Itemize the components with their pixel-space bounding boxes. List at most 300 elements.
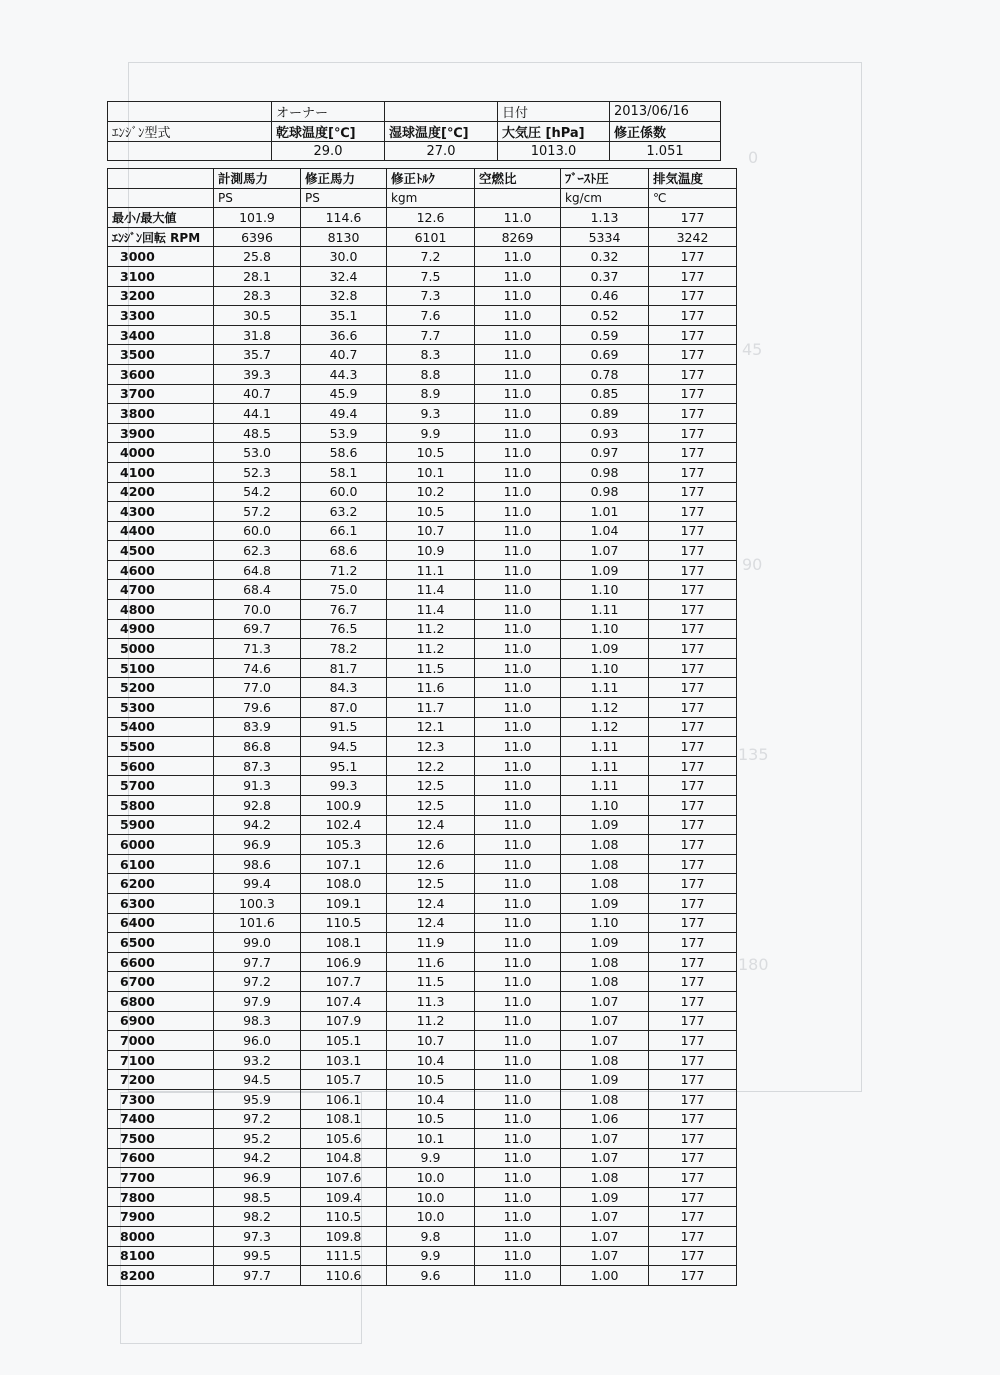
dyno-data-table — [107, 168, 737, 1286]
value-cell: 7.6 — [387, 306, 475, 326]
value-cell: 63.2 — [301, 502, 387, 522]
value-cell: 12.4 — [387, 913, 475, 933]
rpm-cell: 4700 — [108, 580, 214, 600]
value-cell: 83.9 — [214, 717, 301, 737]
rpm-cell: 4600 — [108, 560, 214, 580]
value-cell: 177 — [649, 1070, 737, 1090]
table-row — [108, 913, 737, 933]
column-header: 修正馬力 — [301, 169, 387, 189]
value-cell: 12.4 — [387, 893, 475, 913]
rpm-cell: 5700 — [108, 776, 214, 796]
value-cell: 11.0 — [475, 266, 561, 286]
summary-cell: 101.9 — [214, 208, 301, 228]
value-cell: 0.37 — [561, 266, 649, 286]
value-cell: 11.0 — [475, 639, 561, 659]
value-cell: 177 — [649, 893, 737, 913]
value-cell: 12.4 — [387, 815, 475, 835]
value-cell: 0.97 — [561, 443, 649, 463]
value-cell: 45.9 — [301, 384, 387, 404]
unit-cell: kgm — [387, 188, 475, 208]
table-row — [108, 756, 737, 776]
value-cell: 1.12 — [561, 717, 649, 737]
summary-cell: 12.6 — [387, 208, 475, 228]
date-label: 日付 — [498, 102, 610, 122]
rpm-cell: 7500 — [108, 1129, 214, 1149]
value-cell: 105.7 — [301, 1070, 387, 1090]
value-cell: 108.0 — [301, 874, 387, 894]
value-cell: 177 — [649, 658, 737, 678]
rpm-cell: 3500 — [108, 345, 214, 365]
value-cell: 11.2 — [387, 1011, 475, 1031]
value-cell: 177 — [649, 776, 737, 796]
value-cell: 177 — [649, 266, 737, 286]
value-cell: 110.5 — [301, 1207, 387, 1227]
table-row — [108, 717, 737, 737]
rpm-cell: 6900 — [108, 1011, 214, 1031]
value-cell: 74.6 — [214, 658, 301, 678]
owner-value — [385, 102, 498, 122]
table-row — [108, 1168, 737, 1188]
value-cell: 177 — [649, 325, 737, 345]
value-cell: 10.9 — [387, 541, 475, 561]
value-cell: 105.3 — [301, 835, 387, 855]
table-row — [108, 1011, 737, 1031]
value-cell: 86.8 — [214, 737, 301, 757]
value-cell: 177 — [649, 1168, 737, 1188]
value-cell: 1.09 — [561, 1070, 649, 1090]
value-cell: 177 — [649, 560, 737, 580]
dry-bulb-value: 29.0 — [272, 142, 385, 161]
rpm-cell: 7000 — [108, 1031, 214, 1051]
rpm-cell: 8200 — [108, 1266, 214, 1286]
value-cell: 1.10 — [561, 913, 649, 933]
value-cell: 177 — [649, 521, 737, 541]
table-row — [108, 404, 737, 424]
value-cell: 107.4 — [301, 991, 387, 1011]
value-cell: 99.5 — [214, 1246, 301, 1266]
table-row — [108, 1070, 737, 1090]
value-cell: 11.0 — [475, 1168, 561, 1188]
value-cell: 11.4 — [387, 580, 475, 600]
rpm-cell: 4900 — [108, 619, 214, 639]
value-cell: 177 — [649, 619, 737, 639]
value-cell: 10.1 — [387, 1129, 475, 1149]
value-cell: 177 — [649, 698, 737, 718]
value-cell: 107.7 — [301, 972, 387, 992]
value-cell: 9.9 — [387, 1246, 475, 1266]
value-cell: 1.08 — [561, 952, 649, 972]
value-cell: 177 — [649, 972, 737, 992]
rpm-cell: 5600 — [108, 756, 214, 776]
value-cell: 54.2 — [214, 482, 301, 502]
value-cell: 11.0 — [475, 1050, 561, 1070]
value-cell: 97.2 — [214, 1109, 301, 1129]
value-cell: 12.5 — [387, 796, 475, 816]
column-header: 排気温度 — [649, 169, 737, 189]
value-cell: 1.11 — [561, 756, 649, 776]
value-cell: 76.7 — [301, 600, 387, 620]
value-cell: 102.4 — [301, 815, 387, 835]
summary-cell: 3242 — [649, 227, 737, 247]
value-cell: 9.9 — [387, 423, 475, 443]
rpm-cell: 4500 — [108, 541, 214, 561]
value-cell: 99.0 — [214, 933, 301, 953]
rpm-cell: 7300 — [108, 1089, 214, 1109]
value-cell: 177 — [649, 1011, 737, 1031]
table-row — [108, 737, 737, 757]
value-cell: 1.11 — [561, 737, 649, 757]
value-cell: 11.0 — [475, 286, 561, 306]
value-cell: 11.0 — [475, 1011, 561, 1031]
value-cell: 0.93 — [561, 423, 649, 443]
rpm-cell: 5100 — [108, 658, 214, 678]
value-cell: 106.1 — [301, 1089, 387, 1109]
value-cell: 11.0 — [475, 600, 561, 620]
rpm-cell: 4300 — [108, 502, 214, 522]
value-cell: 70.0 — [214, 600, 301, 620]
table-row — [108, 1109, 737, 1129]
table-row — [108, 580, 737, 600]
value-cell: 52.3 — [214, 462, 301, 482]
value-cell: 177 — [649, 815, 737, 835]
value-cell: 0.52 — [561, 306, 649, 326]
table-row — [108, 658, 737, 678]
rpm-cell: 7700 — [108, 1168, 214, 1188]
value-cell: 11.0 — [475, 874, 561, 894]
value-cell: 7.5 — [387, 266, 475, 286]
value-cell: 1.09 — [561, 815, 649, 835]
summary-row — [108, 227, 737, 247]
summary-label: ｴﾝｼﾞﾝ回転 RPM — [108, 227, 214, 247]
column-header-row — [108, 169, 737, 189]
table-row — [108, 893, 737, 913]
value-cell: 1.01 — [561, 502, 649, 522]
table-row — [108, 364, 737, 384]
rpm-cell: 7800 — [108, 1187, 214, 1207]
value-cell: 11.0 — [475, 1187, 561, 1207]
value-cell: 10.7 — [387, 521, 475, 541]
summary-cell: 6396 — [214, 227, 301, 247]
value-cell: 11.0 — [475, 698, 561, 718]
table-row — [108, 776, 737, 796]
value-cell: 87.0 — [301, 698, 387, 718]
value-cell: 53.0 — [214, 443, 301, 463]
value-cell: 107.1 — [301, 854, 387, 874]
value-cell: 11.0 — [475, 462, 561, 482]
date-value: 2013/06/16 — [610, 102, 721, 122]
value-cell: 1.07 — [561, 1031, 649, 1051]
value-cell: 177 — [649, 874, 737, 894]
value-cell: 1.10 — [561, 580, 649, 600]
value-cell: 91.5 — [301, 717, 387, 737]
value-cell: 11.0 — [475, 1109, 561, 1129]
value-cell: 58.1 — [301, 462, 387, 482]
value-cell: 12.6 — [387, 835, 475, 855]
table-row — [108, 991, 737, 1011]
value-cell: 1.08 — [561, 835, 649, 855]
summary-cell: 8269 — [475, 227, 561, 247]
value-cell: 68.4 — [214, 580, 301, 600]
value-cell: 92.8 — [214, 796, 301, 816]
value-cell: 11.0 — [475, 913, 561, 933]
value-cell: 99.3 — [301, 776, 387, 796]
value-cell: 81.7 — [301, 658, 387, 678]
value-cell: 177 — [649, 1246, 737, 1266]
summary-cell: 177 — [649, 208, 737, 228]
value-cell: 94.2 — [214, 1148, 301, 1168]
value-cell: 1.08 — [561, 854, 649, 874]
value-cell: 96.9 — [214, 835, 301, 855]
value-cell: 96.9 — [214, 1168, 301, 1188]
value-cell: 107.6 — [301, 1168, 387, 1188]
rpm-cell: 3200 — [108, 286, 214, 306]
summary-cell: 6101 — [387, 227, 475, 247]
value-cell: 97.9 — [214, 991, 301, 1011]
value-cell: 7.2 — [387, 247, 475, 267]
value-cell: 11.0 — [475, 658, 561, 678]
table-row — [108, 541, 737, 561]
value-cell: 97.7 — [214, 952, 301, 972]
value-cell: 1.11 — [561, 600, 649, 620]
value-cell: 177 — [649, 247, 737, 267]
value-cell: 44.1 — [214, 404, 301, 424]
value-cell: 11.0 — [475, 1129, 561, 1149]
table-row — [108, 286, 737, 306]
value-cell: 10.5 — [387, 502, 475, 522]
wet-bulb-value: 27.0 — [385, 142, 498, 161]
value-cell: 177 — [649, 952, 737, 972]
value-cell: 177 — [649, 913, 737, 933]
value-cell: 177 — [649, 600, 737, 620]
value-cell: 98.6 — [214, 854, 301, 874]
value-cell: 1.07 — [561, 1227, 649, 1247]
value-cell: 177 — [649, 933, 737, 953]
value-cell: 1.07 — [561, 1129, 649, 1149]
value-cell: 0.98 — [561, 482, 649, 502]
column-header: 空燃比 — [475, 169, 561, 189]
value-cell: 11.0 — [475, 1031, 561, 1051]
value-cell: 177 — [649, 1089, 737, 1109]
ghost-label: 0 — [748, 148, 759, 167]
value-cell: 91.3 — [214, 776, 301, 796]
value-cell: 78.2 — [301, 639, 387, 659]
value-cell: 11.0 — [475, 835, 561, 855]
value-cell: 1.11 — [561, 678, 649, 698]
value-cell: 177 — [649, 1109, 737, 1129]
value-cell: 8.3 — [387, 345, 475, 365]
value-cell: 101.6 — [214, 913, 301, 933]
value-cell: 177 — [649, 462, 737, 482]
summary-cell: 5334 — [561, 227, 649, 247]
value-cell: 93.2 — [214, 1050, 301, 1070]
value-cell: 60.0 — [214, 521, 301, 541]
correction-label: 修正係数 — [610, 122, 721, 142]
rpm-cell: 3800 — [108, 404, 214, 424]
value-cell: 1.07 — [561, 541, 649, 561]
value-cell: 1.06 — [561, 1109, 649, 1129]
table-row — [108, 796, 737, 816]
value-cell: 1.08 — [561, 972, 649, 992]
value-cell: 10.4 — [387, 1089, 475, 1109]
rpm-cell: 7900 — [108, 1207, 214, 1227]
value-cell: 10.0 — [387, 1168, 475, 1188]
value-cell: 11.0 — [475, 854, 561, 874]
rpm-cell: 5800 — [108, 796, 214, 816]
value-cell: 177 — [649, 384, 737, 404]
table-row — [108, 462, 737, 482]
value-cell: 11.0 — [475, 541, 561, 561]
value-cell: 11.2 — [387, 639, 475, 659]
value-cell: 1.08 — [561, 1168, 649, 1188]
value-cell: 104.8 — [301, 1148, 387, 1168]
table-body — [108, 208, 737, 1286]
value-cell: 1.10 — [561, 619, 649, 639]
value-cell: 0.85 — [561, 384, 649, 404]
units-row — [108, 188, 737, 208]
rpm-cell: 6000 — [108, 835, 214, 855]
value-cell: 11.0 — [475, 796, 561, 816]
table-row — [108, 1050, 737, 1070]
column-header: ﾌﾞｰｽﾄ圧 — [561, 169, 649, 189]
rpm-cell: 6200 — [108, 874, 214, 894]
value-cell: 0.69 — [561, 345, 649, 365]
value-cell: 11.0 — [475, 815, 561, 835]
table-row — [108, 1089, 737, 1109]
value-cell: 11.0 — [475, 1089, 561, 1109]
value-cell: 75.0 — [301, 580, 387, 600]
value-cell: 107.9 — [301, 1011, 387, 1031]
value-cell: 30.5 — [214, 306, 301, 326]
value-cell: 177 — [649, 541, 737, 561]
table-row — [108, 1246, 737, 1266]
value-cell: 11.0 — [475, 404, 561, 424]
table-row — [108, 639, 737, 659]
value-cell: 9.6 — [387, 1266, 475, 1286]
value-cell: 28.1 — [214, 266, 301, 286]
value-cell: 1.10 — [561, 658, 649, 678]
table-row — [108, 521, 737, 541]
value-cell: 1.09 — [561, 560, 649, 580]
engine-type-value — [108, 142, 272, 161]
rpm-cell: 3700 — [108, 384, 214, 404]
value-cell: 11.0 — [475, 776, 561, 796]
rpm-cell: 5400 — [108, 717, 214, 737]
rpm-cell: 6700 — [108, 972, 214, 992]
value-cell: 8.8 — [387, 364, 475, 384]
value-cell: 177 — [649, 580, 737, 600]
rpm-cell: 3600 — [108, 364, 214, 384]
table-row — [108, 1227, 737, 1247]
value-cell: 94.2 — [214, 815, 301, 835]
table-row — [108, 835, 737, 855]
value-cell: 1.08 — [561, 1050, 649, 1070]
value-cell: 44.3 — [301, 364, 387, 384]
value-cell: 11.0 — [475, 521, 561, 541]
value-cell: 58.6 — [301, 443, 387, 463]
value-cell: 177 — [649, 756, 737, 776]
table-row — [108, 933, 737, 953]
rpm-cell: 3300 — [108, 306, 214, 326]
unit-cell: PS — [214, 188, 301, 208]
value-cell: 1.10 — [561, 796, 649, 816]
table-row — [108, 345, 737, 365]
value-cell: 177 — [649, 482, 737, 502]
ghost-label: 45 — [742, 340, 763, 359]
value-cell: 12.6 — [387, 854, 475, 874]
value-cell: 177 — [649, 717, 737, 737]
value-cell: 103.1 — [301, 1050, 387, 1070]
value-cell: 98.2 — [214, 1207, 301, 1227]
value-cell: 8.9 — [387, 384, 475, 404]
wet-bulb-label: 湿球温度[℃] — [385, 122, 498, 142]
rpm-cell: 4000 — [108, 443, 214, 463]
value-cell: 1.12 — [561, 698, 649, 718]
value-cell: 105.6 — [301, 1129, 387, 1149]
value-cell: 1.09 — [561, 893, 649, 913]
value-cell: 11.3 — [387, 991, 475, 1011]
value-cell: 177 — [649, 306, 737, 326]
table-row — [108, 952, 737, 972]
value-cell: 11.0 — [475, 1207, 561, 1227]
value-cell: 11.0 — [475, 1227, 561, 1247]
value-cell: 79.6 — [214, 698, 301, 718]
value-cell: 177 — [649, 1031, 737, 1051]
value-cell: 11.5 — [387, 658, 475, 678]
corner-cell — [108, 188, 214, 208]
rpm-cell: 5000 — [108, 639, 214, 659]
value-cell: 1.07 — [561, 1011, 649, 1031]
value-cell: 32.4 — [301, 266, 387, 286]
value-cell: 95.2 — [214, 1129, 301, 1149]
value-cell: 0.98 — [561, 462, 649, 482]
rpm-cell: 6600 — [108, 952, 214, 972]
value-cell: 0.89 — [561, 404, 649, 424]
table-row — [108, 266, 737, 286]
value-cell: 32.8 — [301, 286, 387, 306]
value-cell: 1.07 — [561, 991, 649, 1011]
value-cell: 12.2 — [387, 756, 475, 776]
value-cell: 28.3 — [214, 286, 301, 306]
value-cell: 11.7 — [387, 698, 475, 718]
value-cell: 11.0 — [475, 619, 561, 639]
unit-cell: kg/cm — [561, 188, 649, 208]
table-row — [108, 698, 737, 718]
value-cell: 177 — [649, 1050, 737, 1070]
value-cell: 111.5 — [301, 1246, 387, 1266]
rpm-cell: 4100 — [108, 462, 214, 482]
value-cell: 95.1 — [301, 756, 387, 776]
rpm-cell: 3000 — [108, 247, 214, 267]
value-cell: 36.6 — [301, 325, 387, 345]
value-cell: 108.1 — [301, 1109, 387, 1129]
value-cell: 1.09 — [561, 639, 649, 659]
table-row — [108, 1187, 737, 1207]
value-cell: 10.1 — [387, 462, 475, 482]
value-cell: 12.1 — [387, 717, 475, 737]
table-row — [108, 560, 737, 580]
pressure-label: 大気圧 [hPa] — [498, 122, 610, 142]
value-cell: 11.0 — [475, 952, 561, 972]
value-cell: 49.4 — [301, 404, 387, 424]
value-cell: 9.3 — [387, 404, 475, 424]
table-row — [108, 619, 737, 639]
value-cell: 12.5 — [387, 874, 475, 894]
value-cell: 1.09 — [561, 933, 649, 953]
rpm-cell: 7400 — [108, 1109, 214, 1129]
value-cell: 11.0 — [475, 756, 561, 776]
ghost-label: 180 — [738, 955, 769, 974]
table-row — [108, 325, 737, 345]
